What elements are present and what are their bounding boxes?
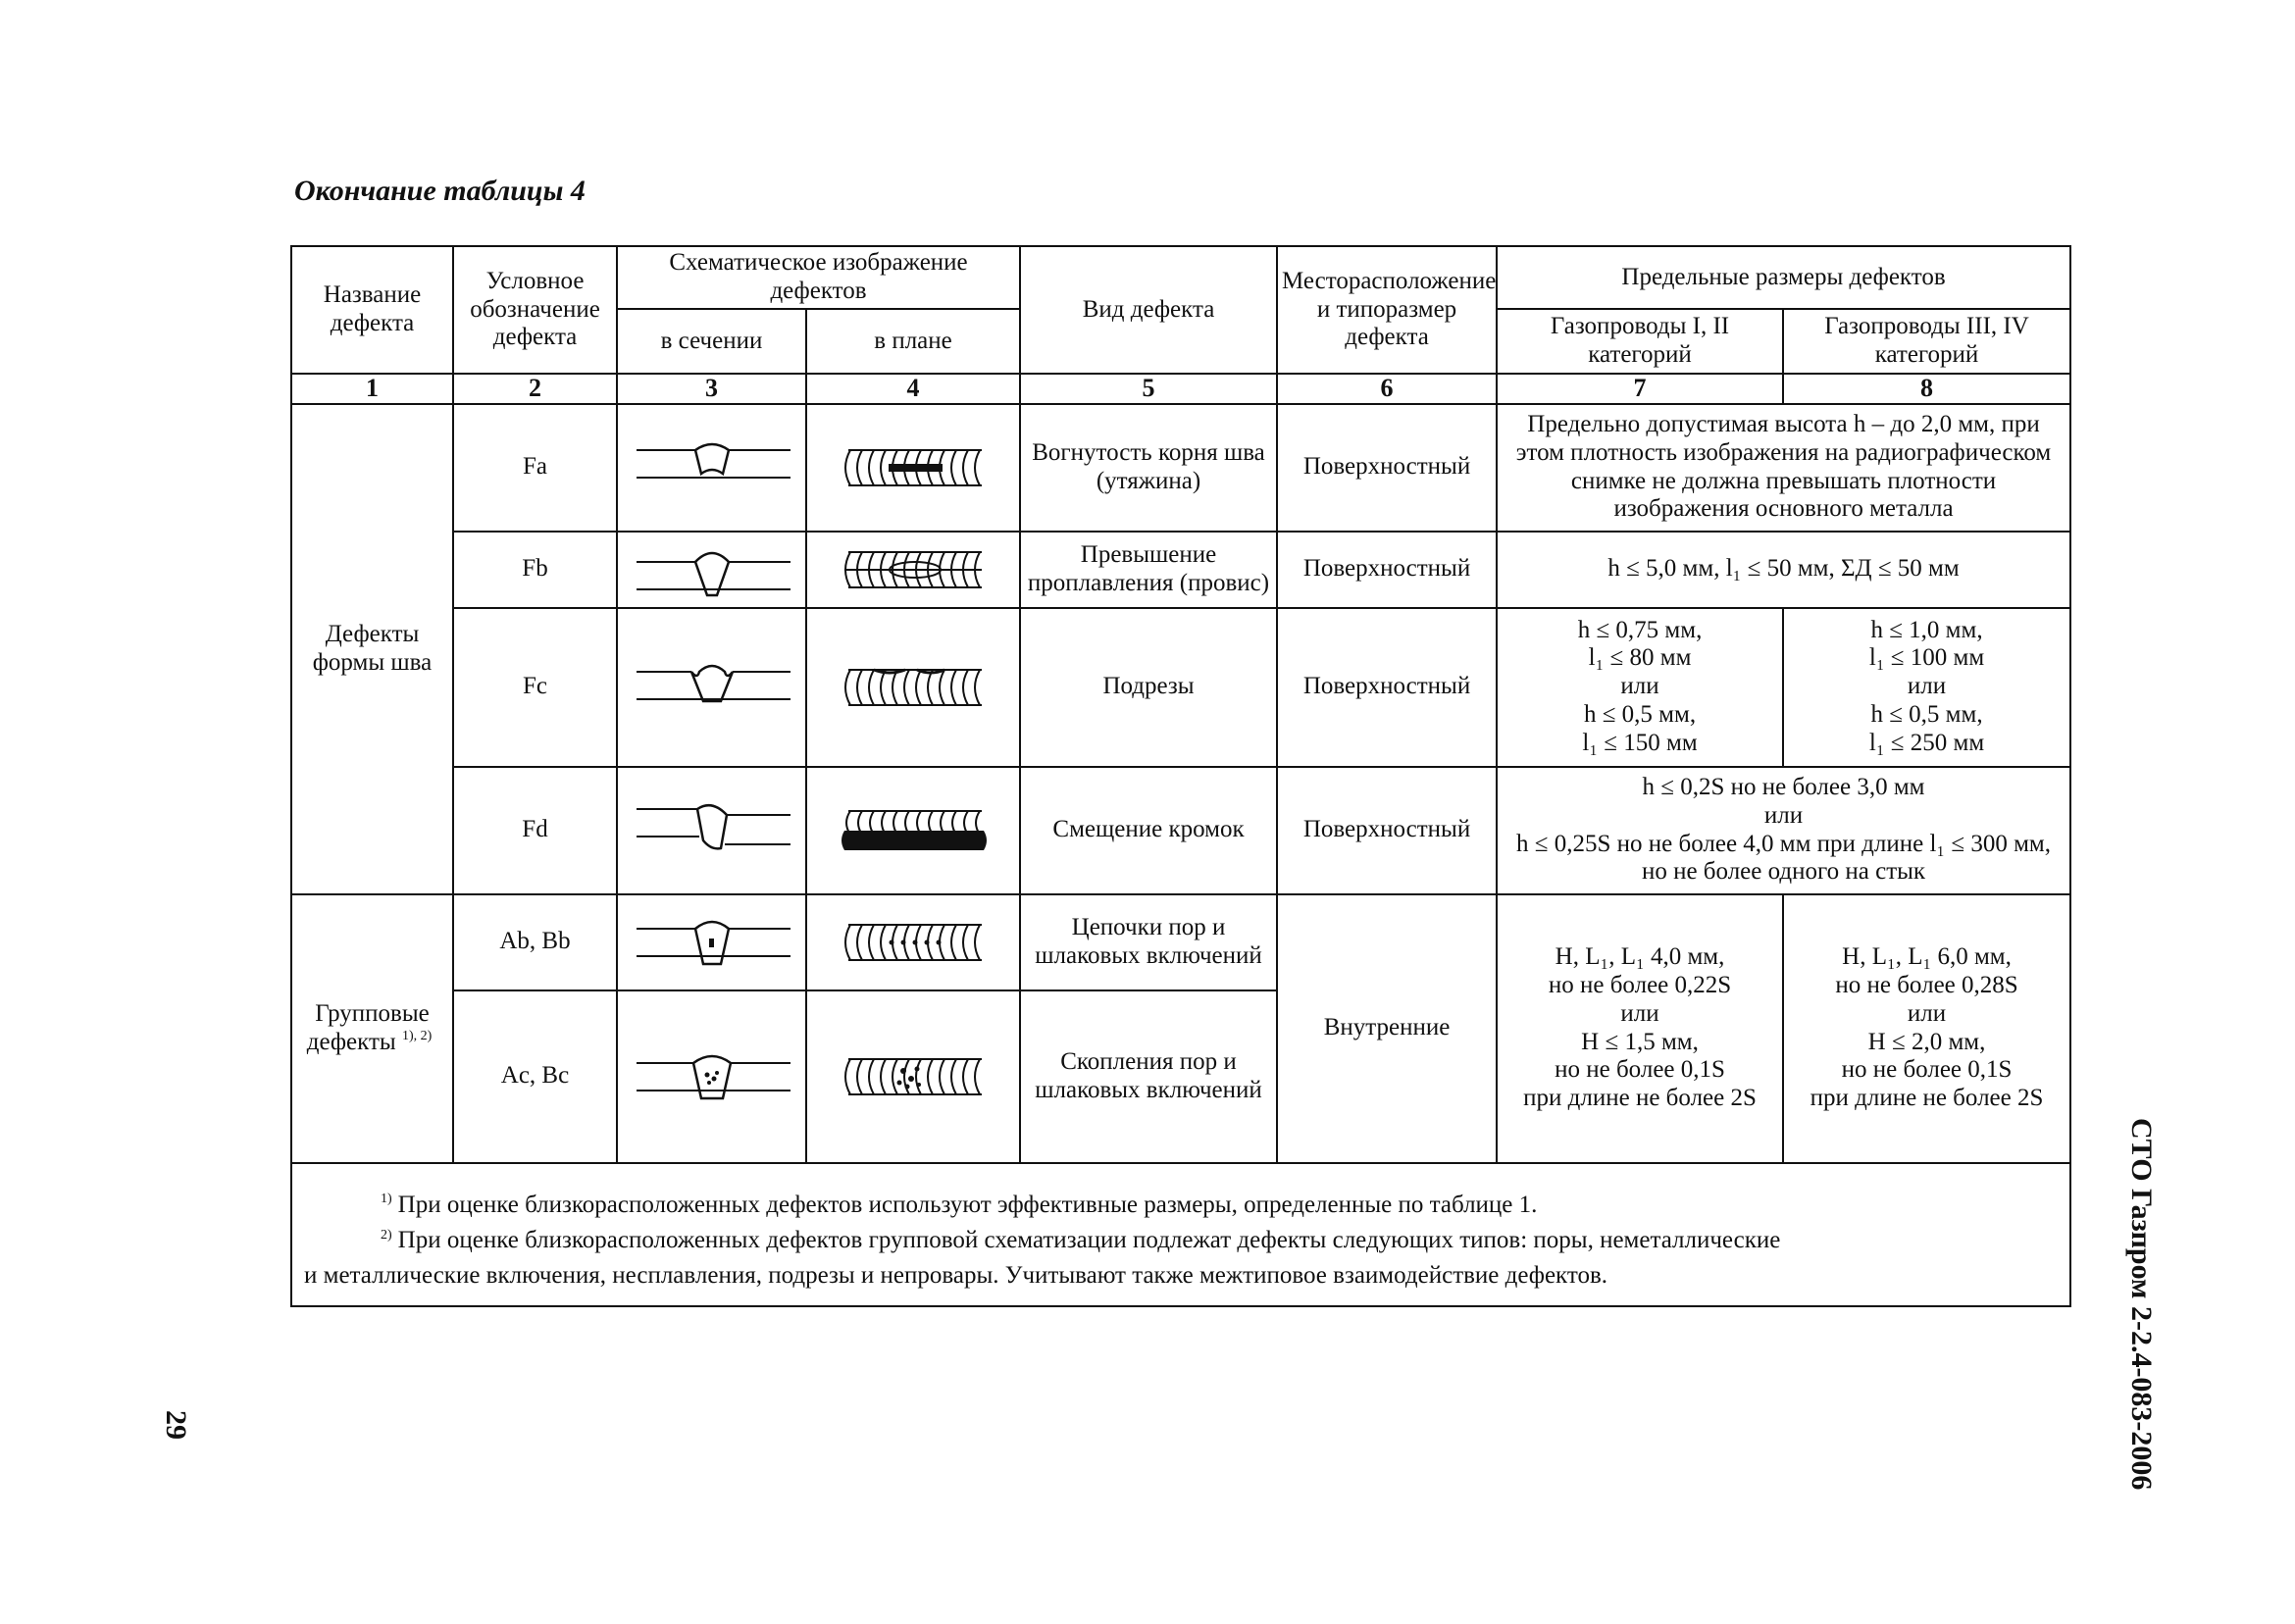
header-limits: Предельные размеры дефектов <box>1497 246 2070 309</box>
limit-fc-cat12 <box>1497 608 1783 767</box>
location-fb: Поверхностный <box>1277 532 1497 608</box>
header-row-1 <box>291 246 2070 309</box>
limit-fd <box>1497 767 2070 894</box>
limit-fc-cat34 <box>1783 608 2070 767</box>
col-num-5: 5 <box>1020 374 1277 404</box>
type-abbb: Цепочки пор и шлаковых включений <box>1020 894 1277 990</box>
group-location: Внутренние <box>1277 894 1497 1163</box>
plan-sketch-acbc <box>806 990 1020 1163</box>
col-num-7: 7 <box>1497 374 1783 404</box>
group-form-defects: Дефекты формы шва <box>291 404 453 894</box>
header-schematic: Схематическое изображение дефектов <box>617 246 1020 309</box>
table-row-fb <box>291 532 2070 608</box>
column-number-row <box>291 374 2070 404</box>
weld-section-fd-icon <box>629 801 795 860</box>
code-fd: Fd <box>453 767 617 894</box>
group-limit34-line: H ≤ 2,0 мм, <box>1867 1028 1986 1055</box>
footnote-2-text: При оценке близкорасположенных дефектов групповой схематизации подлежат дефекты следующих типов: поры, неметаллические <box>397 1226 1781 1253</box>
table-row-fc <box>291 608 2070 767</box>
defects-table <box>290 245 2071 1307</box>
weld-section-abbb-icon <box>629 913 795 972</box>
group-limit-cat12 <box>1497 894 1783 1163</box>
footnote-1 <box>304 1188 2060 1223</box>
location-fd: Поверхностный <box>1277 767 1497 894</box>
group-group-label: Групповые дефекты <box>306 999 430 1055</box>
group-limit34-line: но не более 0,28S <box>1835 972 2018 999</box>
table-caption: Окончание таблицы 4 <box>294 175 586 207</box>
footnote-1-text: При оценке близкорасположенных дефектов используют эффективные размеры, определенные по таблице 1. <box>397 1191 1538 1218</box>
group-limit12-line: но не более 0,22S <box>1548 972 1732 999</box>
type-fa: Вогнутость корня шва (утяжина) <box>1020 404 1277 532</box>
group-group-footnote-mark: 1), 2) <box>401 1029 433 1044</box>
plan-sketch-fa <box>806 404 1020 532</box>
header-name: Название дефекта <box>291 246 453 374</box>
weld-section-fb-icon <box>629 540 795 599</box>
section-sketch-fc <box>617 608 806 767</box>
header-type: Вид дефекта <box>1020 246 1277 374</box>
weld-plan-acbc-icon <box>835 1055 992 1098</box>
header-location: Месторасположение и типоразмер дефекта <box>1277 246 1497 374</box>
limit-fc34-line: l₁ ≤ 250 мм <box>1868 729 1985 756</box>
group-limit12-line: H ≤ 1,5 мм, <box>1581 1028 1699 1055</box>
weld-section-acbc-icon <box>629 1047 795 1106</box>
weld-section-fc-icon <box>629 658 795 717</box>
page-number: 29 <box>160 1410 192 1440</box>
weld-plan-fd-icon <box>835 807 992 854</box>
section-sketch-acbc <box>617 990 806 1163</box>
limit-fc12-line: или <box>1620 673 1659 700</box>
col-num-1: 1 <box>291 374 453 404</box>
table-row-fd <box>291 767 2070 894</box>
limit-fc12-line: l₁ ≤ 150 мм <box>1582 729 1698 756</box>
limit-fc34-line: или <box>1907 673 1947 700</box>
table-row-fa <box>291 404 2070 532</box>
weld-plan-fb-icon <box>835 548 992 591</box>
code-fc: Fc <box>453 608 617 767</box>
limit-fc12-line: h ≤ 0,75 мм, <box>1577 616 1703 643</box>
code-abbb: Ab, Bb <box>453 894 617 990</box>
group-group-defects <box>291 894 453 1163</box>
code-fa: Fa <box>453 404 617 532</box>
header-code: Условное обозначение дефекта <box>453 246 617 374</box>
limit-fb: h ≤ 5,0 мм, l₁ ≤ 50 мм, ΣД ≤ 50 мм <box>1497 532 2070 608</box>
group-limit34-line: но не более 0,1S <box>1841 1056 2013 1084</box>
section-sketch-fd <box>617 767 806 894</box>
section-sketch-abbb <box>617 894 806 990</box>
type-fc: Подрезы <box>1020 608 1277 767</box>
footnote-2 <box>304 1223 2060 1258</box>
group-limit-cat34 <box>1783 894 2070 1163</box>
weld-section-fa-icon <box>629 438 795 497</box>
table-row-abbb <box>291 894 2070 990</box>
type-acbc: Скопления пор и шлаковых включений <box>1020 990 1277 1163</box>
plan-sketch-abbb <box>806 894 1020 990</box>
col-num-4: 4 <box>806 374 1020 404</box>
group-limit34-line: H, L₁, L₁ 6,0 мм, <box>1842 943 2012 971</box>
weld-plan-fc-icon <box>835 666 992 709</box>
limit-fc12-line: h ≤ 0,5 мм, <box>1583 700 1697 728</box>
header-plan: в плане <box>806 309 1020 374</box>
limit-fd-line: h ≤ 0,25S но не более 4,0 мм при длине l₁ ≤ 300 мм, но не более одного на стык <box>1516 830 2052 886</box>
group-limit12-line: или <box>1620 999 1659 1027</box>
notes-row <box>291 1163 2070 1307</box>
plan-sketch-fd <box>806 767 1020 894</box>
group-limit12-line: H, L₁, L₁ 4,0 мм, <box>1555 943 1725 971</box>
footnote-2-continuation: и металлические включения, несплавления, подрезы и непровары. Учитывают также межтиповое взаимодействие дефектов. <box>304 1262 1608 1290</box>
limit-fc34-line: h ≤ 0,5 мм, <box>1870 700 1983 728</box>
type-fd: Смещение кромок <box>1020 767 1277 894</box>
notes-cell <box>291 1163 2070 1307</box>
header-section: в сечении <box>617 309 806 374</box>
header-cat12: Газопроводы I, II категорий <box>1497 309 1783 374</box>
location-fa: Поверхностный <box>1277 404 1497 532</box>
weld-plan-fa-icon <box>835 446 992 489</box>
code-acbc: Ac, Bc <box>453 990 617 1163</box>
footnote-1-mark: 1) <box>381 1192 392 1207</box>
plan-sketch-fb <box>806 532 1020 608</box>
weld-plan-abbb-icon <box>835 921 992 964</box>
location-fc: Поверхностный <box>1277 608 1497 767</box>
document-code: СТО Газпром 2-2.4-083-2006 <box>2125 1118 2158 1491</box>
limit-fd-line: или <box>1763 801 1804 829</box>
col-num-6: 6 <box>1277 374 1497 404</box>
limit-fc34-line: h ≤ 1,0 мм, <box>1870 616 1983 643</box>
group-limit34-line: при длине не более 2S <box>1810 1085 2044 1112</box>
limit-fc12-line: l₁ ≤ 80 мм <box>1588 644 1692 672</box>
code-fb: Fb <box>453 532 617 608</box>
col-num-3: 3 <box>617 374 806 404</box>
section-sketch-fb <box>617 532 806 608</box>
header-cat34: Газопроводы III, IV категорий <box>1783 309 2070 374</box>
footnote-2-mark: 2) <box>381 1227 392 1243</box>
col-num-2: 2 <box>453 374 617 404</box>
group-limit12-line: при длине не более 2S <box>1523 1085 1757 1112</box>
limit-fd-line: h ≤ 0,2S но не более 3,0 мм <box>1642 774 1925 801</box>
section-sketch-fa <box>617 404 806 532</box>
limit-fc34-line: l₁ ≤ 100 мм <box>1868 644 1985 672</box>
type-fb: Превышение проплавления (провис) <box>1020 532 1277 608</box>
group-limit34-line: или <box>1907 999 1947 1027</box>
group-limit12-line: но не более 0,1S <box>1555 1056 1725 1084</box>
col-num-8: 8 <box>1783 374 2070 404</box>
limit-fa: Предельно допустимая высота h – до 2,0 мм, при этом плотность изображения на радиографическом снимке не должна превышать плотности изображения основного металла <box>1497 404 2070 532</box>
plan-sketch-fc <box>806 608 1020 767</box>
